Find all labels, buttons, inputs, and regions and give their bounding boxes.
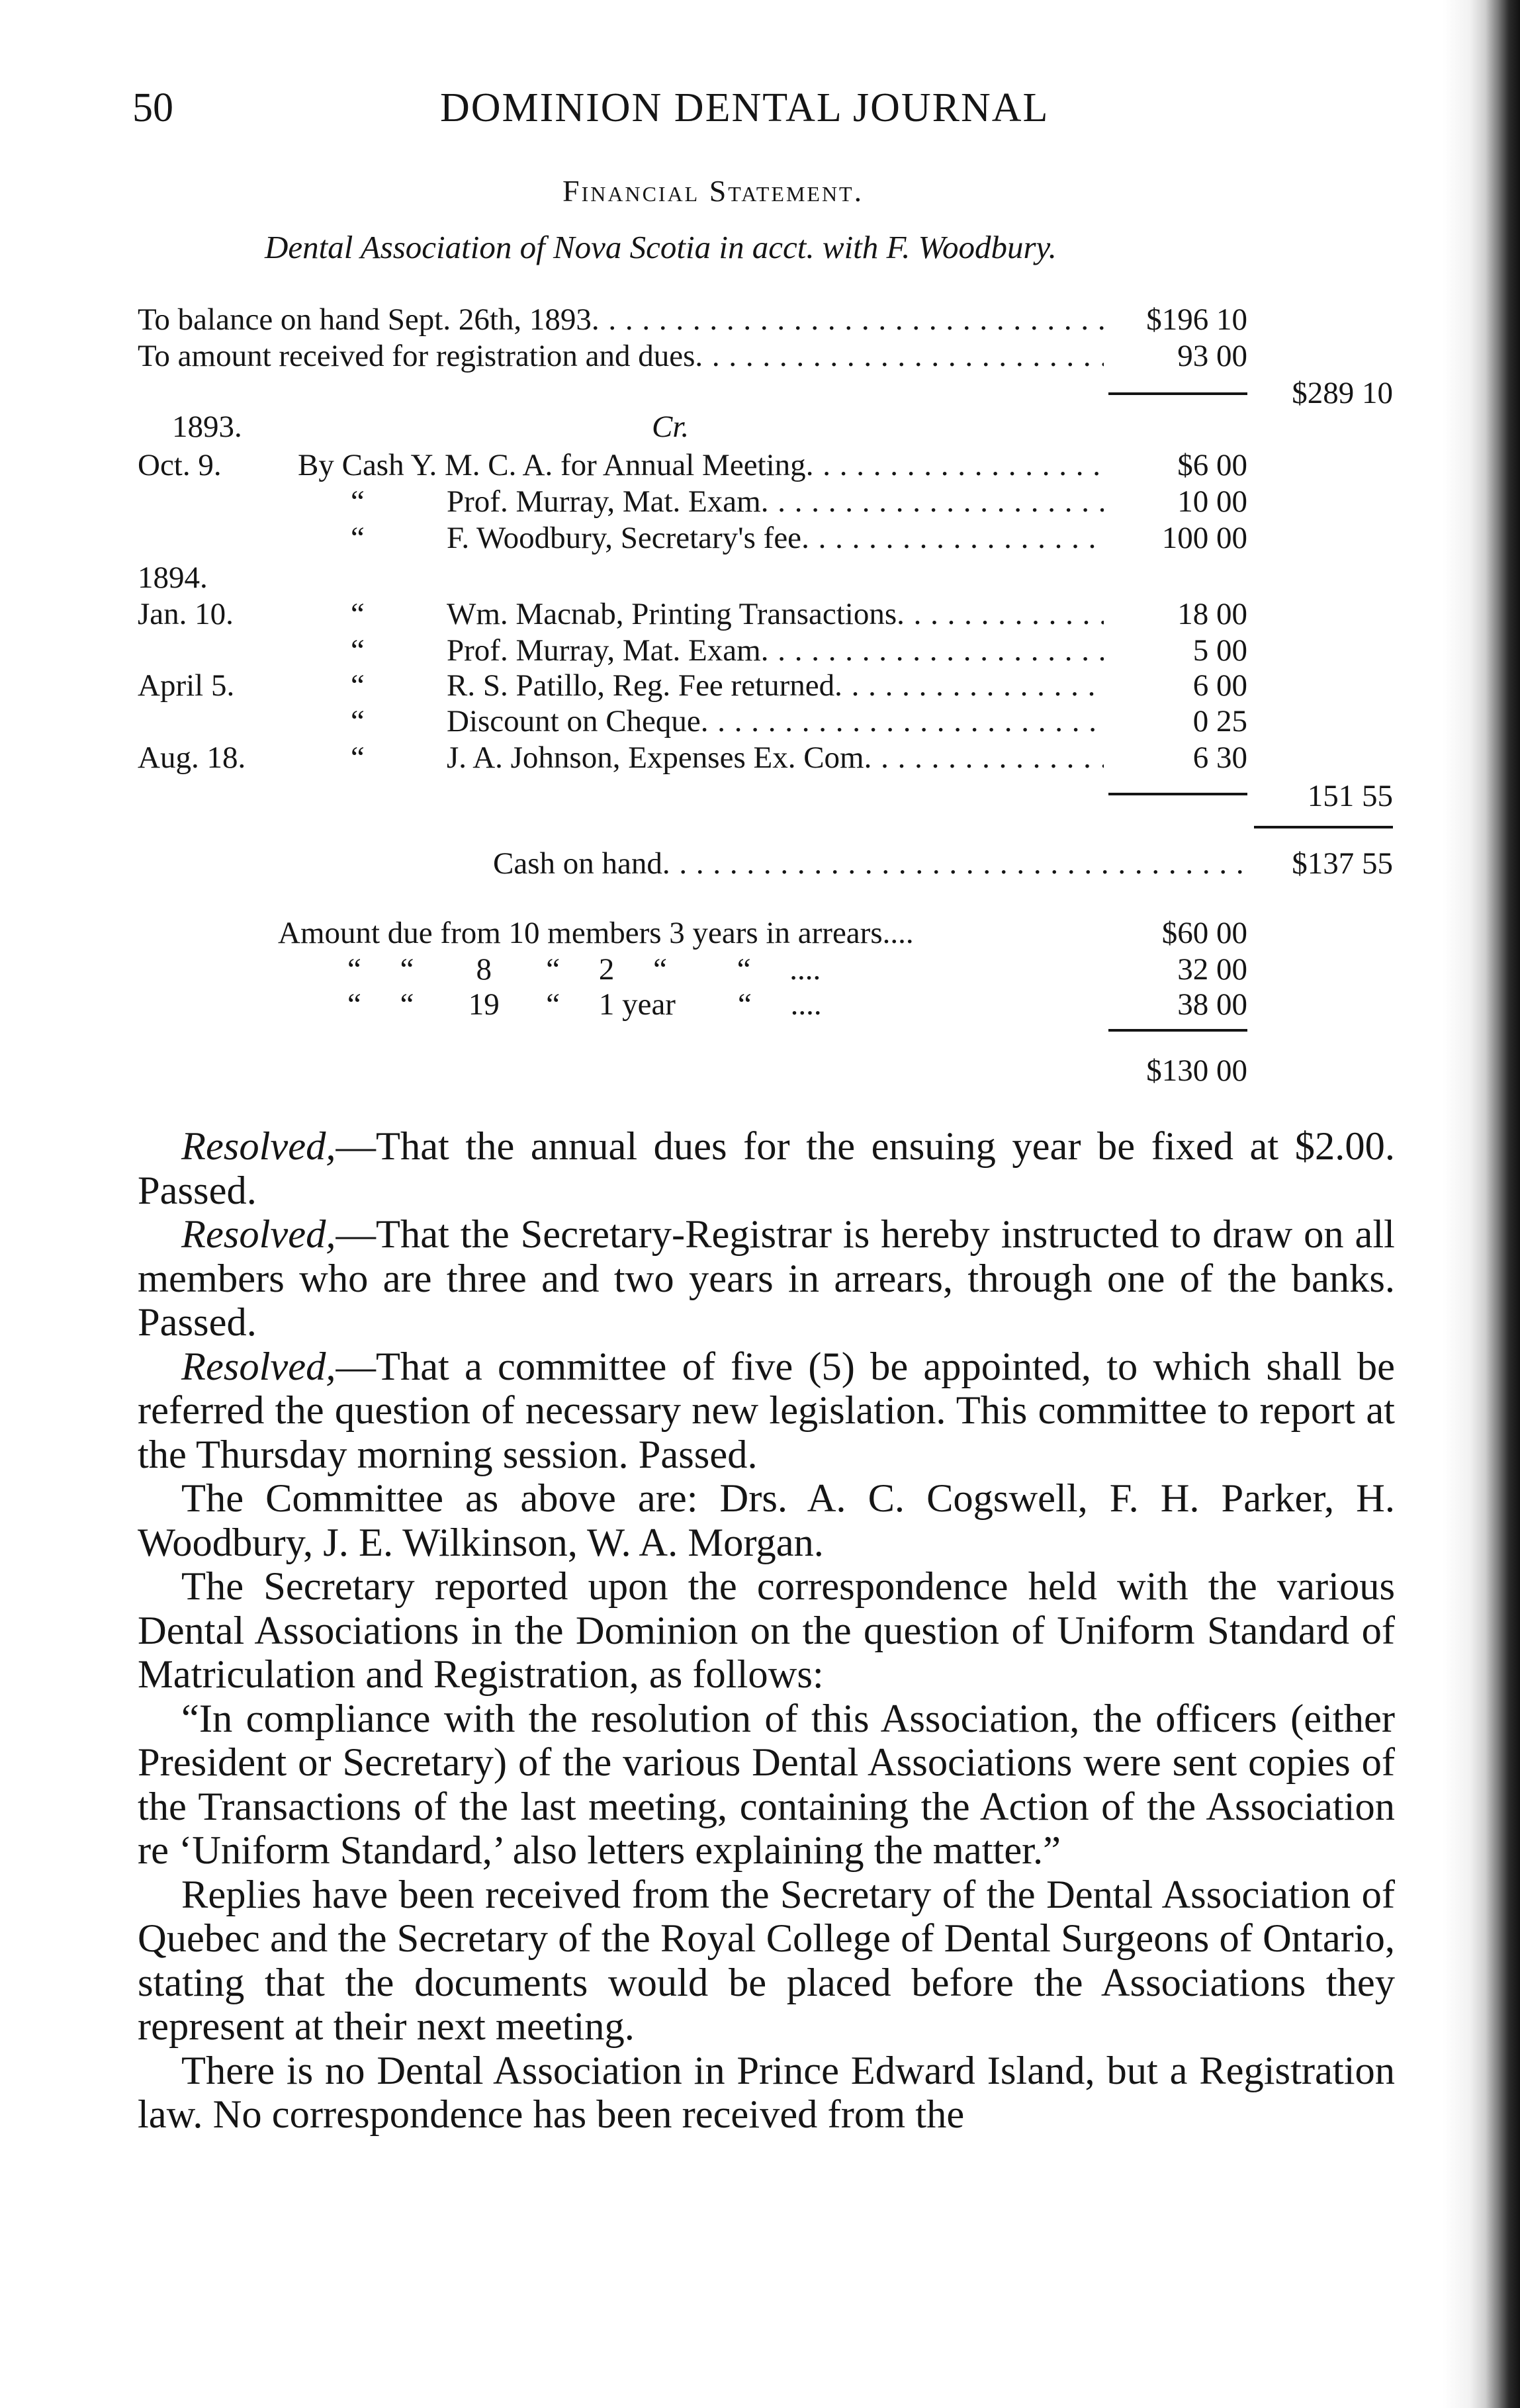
paragraph-text: The Secretary reported upon the correspondence held with the various Dental Associations in the Dominion on the question of Uniform Standard of Matriculation and Registration, as follows: bbox=[138, 1564, 1395, 1697]
credit-line bbox=[447, 632, 1104, 669]
credit-line bbox=[447, 483, 1104, 520]
cash-amount: $137 55 bbox=[1292, 846, 1393, 881]
credit-line bbox=[447, 596, 1104, 633]
arrears-amount: $60 00 bbox=[1161, 916, 1247, 950]
resolved-label: Resolved, bbox=[181, 1124, 336, 1169]
body-text bbox=[138, 1125, 1395, 2137]
credit-amount: 0 25 bbox=[1192, 704, 1247, 738]
paragraph-text: Replies have been received from the Secretary of the Dental Association of Quebec and the Secretary of the Royal College of Dental Surgeons of Ontario, stating that the documents would be placed before the Associations they represent at their next meeting. bbox=[138, 1872, 1395, 2049]
year-1893: 1893. bbox=[172, 410, 242, 444]
credit-label: Prof. Murray, Mat. Exam bbox=[447, 633, 761, 668]
arrears-amount: 38 00 bbox=[1177, 987, 1247, 1022]
debit-line bbox=[138, 337, 1104, 375]
statement-title: Financial Statement. bbox=[562, 174, 864, 208]
ditto-mark: “ bbox=[351, 740, 365, 775]
credit-date: Aug. 18. bbox=[138, 740, 246, 775]
paragraph bbox=[138, 1477, 1395, 1565]
credit-amount: 6 00 bbox=[1192, 668, 1247, 703]
credit-amount: 6 30 bbox=[1192, 740, 1247, 775]
credit-line bbox=[298, 447, 1104, 484]
cash-label: Cash on hand bbox=[493, 846, 662, 881]
credit-label: Discount on Cheque bbox=[447, 704, 701, 738]
paragraph-text: —That the Secretary-Registrar is hereby instructed to draw on all members who are three and two years in arrears, through one of the banks. Passed. bbox=[138, 1212, 1395, 1345]
credit-heading: Cr. bbox=[652, 410, 690, 444]
resolved-label: Resolved, bbox=[181, 1212, 336, 1257]
debit-amount: 93 00 bbox=[1177, 339, 1247, 373]
arrears-amount: 32 00 bbox=[1177, 952, 1247, 987]
credit-label: R. S. Patillo, Reg. Fee returned bbox=[447, 668, 835, 703]
arrears-line: Amount due from 10 members 3 years in arrears.... bbox=[278, 916, 914, 950]
resolved-label: Resolved, bbox=[181, 1344, 336, 1389]
paragraph bbox=[138, 1345, 1395, 1478]
cash-line bbox=[493, 845, 1251, 882]
ditto-mark: “ bbox=[351, 484, 365, 519]
paragraph-text: “In compliance with the resolution of this Association, the officers (either President or Secretary) of the various Dental Associations were sent copies of the Transactions of the last meeting, containing the Action of the Association re ‘Uniform Standard,’ also letters explaining the matter.” bbox=[138, 1696, 1395, 1873]
credit-date: April 5. bbox=[138, 668, 235, 703]
credit-amount: $6 00 bbox=[1177, 448, 1247, 482]
credit-amount: 100 00 bbox=[1161, 521, 1247, 555]
debit-line bbox=[138, 301, 1104, 338]
year-1894: 1894. bbox=[138, 560, 208, 595]
ditto-mark: “ bbox=[351, 521, 365, 555]
arrears-line: “ “ 8 “ 2 “ “ .... bbox=[347, 952, 821, 987]
credit-date: Oct. 9. bbox=[138, 448, 222, 482]
credit-amount: 18 00 bbox=[1177, 597, 1247, 631]
debit-label: To balance on hand Sept. 26th, 1893 bbox=[138, 302, 592, 337]
statement-subtitle: Dental Association of Nova Scotia in acct. with F. Woodbury. bbox=[265, 229, 1057, 265]
credit-rule bbox=[1108, 793, 1247, 795]
page-number: 50 bbox=[132, 85, 173, 130]
credit-label: Wm. Macnab, Printing Transactions bbox=[447, 597, 897, 631]
paragraph bbox=[138, 2049, 1395, 2137]
paragraph bbox=[138, 1213, 1395, 1345]
credit-total: 151 55 bbox=[1307, 779, 1393, 813]
credit-label: J. A. Johnson, Expenses Ex. Com bbox=[447, 740, 864, 775]
ditto-mark: “ bbox=[351, 704, 365, 738]
credit-amount: 10 00 bbox=[1177, 484, 1247, 519]
credit-line bbox=[447, 703, 1104, 740]
paragraph bbox=[138, 1125, 1395, 1213]
ditto-mark: “ bbox=[351, 668, 365, 703]
paragraph bbox=[138, 1873, 1395, 2049]
arrears-rule bbox=[1108, 1029, 1247, 1032]
paragraph bbox=[138, 1697, 1395, 1873]
credit-label: Prof. Murray, Mat. Exam bbox=[447, 484, 761, 519]
credit-label: By Cash Y. M. C. A. for Annual Meeting bbox=[298, 448, 806, 482]
arrears-line: “ “ 19 “ 1 year “ .... bbox=[347, 987, 822, 1022]
paragraph bbox=[138, 1565, 1395, 1697]
credit-amount: 5 00 bbox=[1192, 633, 1247, 668]
debit-label: To amount received for registration and dues bbox=[138, 339, 695, 373]
debit-total: $289 10 bbox=[1292, 376, 1393, 410]
ditto-mark: “ bbox=[351, 633, 365, 668]
page-edge-shadow bbox=[1443, 0, 1520, 2408]
paragraph-text: The Committee as above are: Drs. A. C. Cogswell, F. H. Parker, H. Woodbury, J. E. Wilkinson, W. A. Morgan. bbox=[138, 1476, 1395, 1565]
credit-line bbox=[447, 667, 1104, 704]
arrears-total: $130 00 bbox=[1146, 1053, 1247, 1088]
ditto-mark: “ bbox=[351, 597, 365, 631]
credit-line bbox=[447, 519, 1104, 557]
debit-amount: $196 10 bbox=[1146, 302, 1247, 337]
debit-rule bbox=[1108, 392, 1247, 395]
paragraph-text: —That the annual dues for the ensuing year be fixed at $2.00. Passed. bbox=[138, 1124, 1395, 1213]
credit-line bbox=[447, 739, 1104, 776]
running-head: DOMINION DENTAL JOURNAL bbox=[440, 85, 1050, 130]
credit-label: F. Woodbury, Secretary's fee bbox=[447, 521, 802, 555]
paragraph-text: —That a committee of five (5) be appointed, to which shall be referred the question of necessary new legislation. This committee to report at the Thursday morning session. Passed. bbox=[138, 1344, 1395, 1477]
credit-date: Jan. 10. bbox=[138, 597, 234, 631]
paragraph-text: There is no Dental Association in Prince Edward Island, but a Registration law. No correspondence has been received from the bbox=[138, 2048, 1395, 2137]
total-rule bbox=[1254, 826, 1393, 828]
